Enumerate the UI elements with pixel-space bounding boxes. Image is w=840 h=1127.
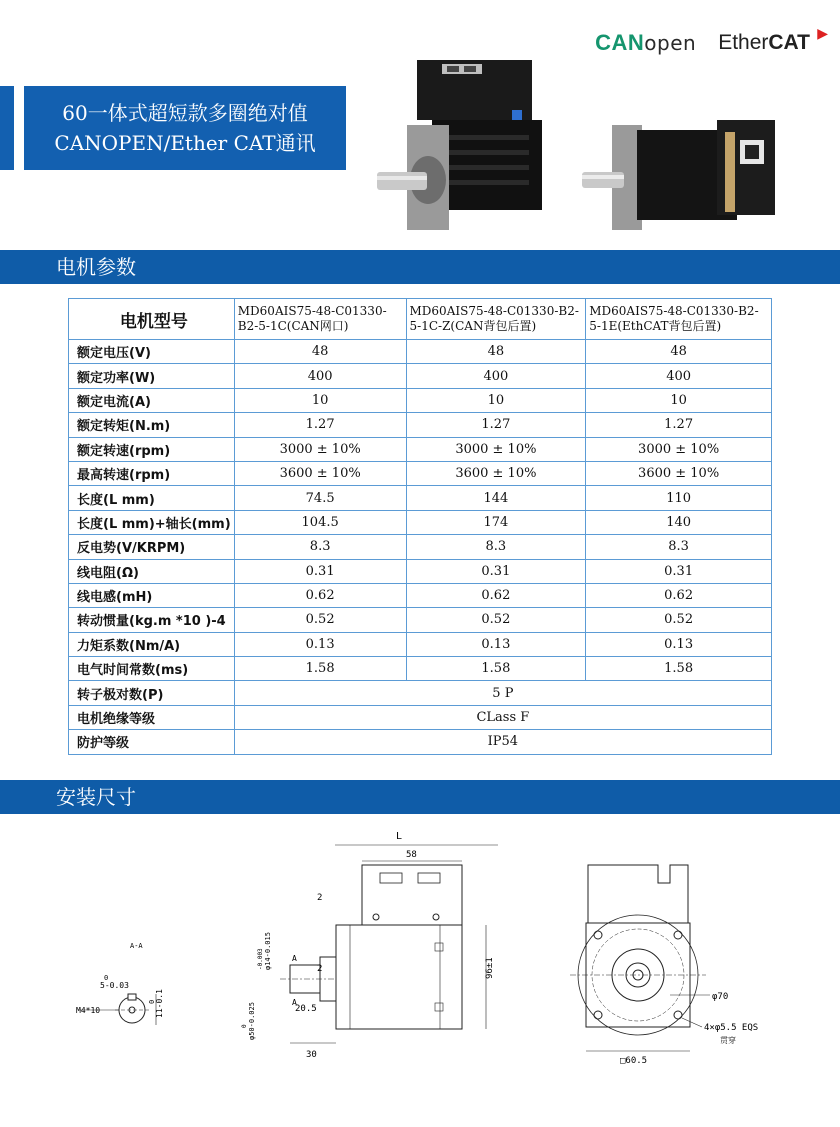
param-label: 电机绝缘等级 [69, 705, 235, 729]
table-row [69, 632, 772, 656]
param-label: 最高转速(rpm) [69, 461, 235, 485]
param-value: 0.31 [234, 559, 406, 583]
section-label: A-A [130, 942, 143, 950]
param-value: 0.13 [406, 632, 586, 656]
table-row [69, 559, 772, 583]
param-label: 额定电流(A) [69, 388, 235, 412]
table-row [69, 510, 772, 534]
param-label: 额定功率(W) [69, 364, 235, 388]
param-value: 3000 ± 10% [234, 437, 406, 461]
dim-2b: 2 [317, 964, 323, 974]
title-accent-bar [0, 86, 14, 170]
shaft-dia-tol: -0.003 [257, 948, 264, 970]
param-value: 1.58 [234, 657, 406, 681]
canopen-logo [595, 30, 696, 56]
section-install-dims: 安装尺寸 [0, 780, 840, 814]
table-row [69, 535, 772, 559]
canopen-logo-strong: CAN [595, 30, 645, 55]
param-value-merged: 5 P [234, 681, 771, 705]
table-row [69, 413, 772, 437]
param-value: 8.3 [586, 535, 772, 559]
param-value: 74.5 [234, 486, 406, 510]
param-label: 反电势(V/KRPM) [69, 535, 235, 559]
table-row [69, 681, 772, 705]
param-label: 力矩系数(Nm/A) [69, 632, 235, 656]
motor-photo-front [372, 50, 572, 235]
key-width: 5-0.03 [100, 981, 129, 990]
key-depth: 11-0.1 [155, 989, 164, 1018]
param-value: 8.3 [406, 535, 586, 559]
ethercat-logo-light: Ether [718, 31, 769, 54]
param-label: 额定转速(rpm) [69, 437, 235, 461]
param-value: 174 [406, 510, 586, 534]
key-width-tol: 0 [104, 974, 109, 982]
param-value: 0.62 [234, 583, 406, 607]
param-value: 1.58 [406, 657, 586, 681]
param-value: 0.52 [234, 608, 406, 632]
table-row [69, 340, 772, 364]
param-value: 0.62 [586, 583, 772, 607]
param-value: 0.52 [586, 608, 772, 632]
param-value: 400 [586, 364, 772, 388]
holes-note: 贯穿 [720, 1036, 736, 1045]
param-value: 10 [234, 388, 406, 412]
pilot-dia: φ50-0.025 [248, 1002, 256, 1040]
param-value: 1.27 [406, 413, 586, 437]
param-label: 转子极对数(P) [69, 681, 235, 705]
ethercat-arrow-icon: ▶ [817, 25, 828, 41]
param-value: 144 [406, 486, 586, 510]
model-header: MD60AIS75-48-C01330-B2-5-1C-Z(CAN背包后置) [406, 299, 586, 340]
dim-2a: 2 [317, 893, 323, 903]
param-value-merged: CLass F [234, 705, 771, 729]
model-header: MD60AIS75-48-C01330-B2-5-1C(CAN网口) [234, 299, 406, 340]
param-value: 110 [586, 486, 772, 510]
table-row [69, 461, 772, 485]
product-title [24, 86, 346, 170]
param-label: 额定转矩(N.m) [69, 413, 235, 437]
header-param: 电机型号 [69, 299, 235, 340]
section-motor-params: 电机参数 [0, 250, 840, 284]
param-value: 1.27 [234, 413, 406, 437]
param-label: 线电感(mH) [69, 583, 235, 607]
param-value: 0.13 [586, 632, 772, 656]
canopen-logo-light: open [644, 31, 697, 55]
param-value: 3600 ± 10% [406, 461, 586, 485]
param-value: 3000 ± 10% [406, 437, 586, 461]
param-label: 额定电压(V) [69, 340, 235, 364]
model-header: MD60AIS75-48-C01330-B2-5-1E(EthCAT背包后置) [586, 299, 772, 340]
param-value: 3000 ± 10% [586, 437, 772, 461]
spec-table [68, 298, 772, 755]
flange-label: □60.5 [620, 1056, 648, 1066]
motor-side-drawing [240, 825, 500, 1070]
pilot-dia-tol: 0 [241, 1024, 248, 1028]
table-row [69, 364, 772, 388]
product-title-line2: CANOPEN/Ether CAT通讯 [54, 131, 316, 155]
ethercat-logo-strong: CAT [768, 31, 810, 54]
table-row [69, 583, 772, 607]
param-value: 1.58 [586, 657, 772, 681]
table-row [69, 437, 772, 461]
param-label: 防护等级 [69, 730, 235, 754]
param-value: 3600 ± 10% [234, 461, 406, 485]
param-label: 长度(L mm) [69, 486, 235, 510]
param-value: 1.27 [586, 413, 772, 437]
param-value: 48 [234, 340, 406, 364]
table-row [69, 608, 772, 632]
param-label: 转动惯量(kg.m *10 )-4 [69, 608, 235, 632]
section-mark-a2: A [292, 998, 297, 1007]
table-row [69, 705, 772, 729]
param-value: 8.3 [234, 535, 406, 559]
param-value: 0.13 [234, 632, 406, 656]
param-value: 3600 ± 10% [586, 461, 772, 485]
shaft-dia: φ14-0.015 [264, 932, 272, 970]
dim-L: L [396, 831, 403, 842]
shaft-section-drawing [60, 930, 200, 1040]
dim-30: 30 [306, 1050, 317, 1060]
param-value: 400 [234, 364, 406, 388]
motor-front-drawing [570, 855, 785, 1070]
brand-logos [595, 25, 828, 56]
ethercat-logo [718, 25, 828, 55]
table-row [69, 486, 772, 510]
table-row [69, 388, 772, 412]
param-value: 48 [406, 340, 586, 364]
param-label: 线电阻(Ω) [69, 559, 235, 583]
param-label: 长度(L mm)+轴长(mm) [69, 510, 235, 534]
dim-height: 96±1 [485, 957, 495, 979]
param-label: 电气时间常数(ms) [69, 657, 235, 681]
holes-label: 4×φ5.5 EQS [704, 1023, 759, 1033]
table-row [69, 730, 772, 754]
param-value: 140 [586, 510, 772, 534]
param-value: 0.31 [586, 559, 772, 583]
table-header-row [69, 299, 772, 340]
param-value: 0.52 [406, 608, 586, 632]
param-value-merged: IP54 [234, 730, 771, 754]
param-value: 104.5 [234, 510, 406, 534]
motor-photo-side [582, 110, 782, 235]
param-value: 0.31 [406, 559, 586, 583]
dim-58: 58 [406, 850, 417, 860]
param-value: 10 [586, 388, 772, 412]
thread-label: M4*10 [76, 1006, 101, 1015]
dim-20-5: 20.5 [295, 1004, 317, 1014]
product-title-line1: 60一体式超短款多圈绝对值 [62, 101, 308, 125]
key-depth-tol: 0 [148, 999, 156, 1004]
param-value: 0.62 [406, 583, 586, 607]
param-value: 10 [406, 388, 586, 412]
table-row [69, 657, 772, 681]
param-value: 48 [586, 340, 772, 364]
section-mark-a1: A [292, 954, 297, 963]
param-value: 400 [406, 364, 586, 388]
pcd-label: φ70 [712, 992, 729, 1002]
